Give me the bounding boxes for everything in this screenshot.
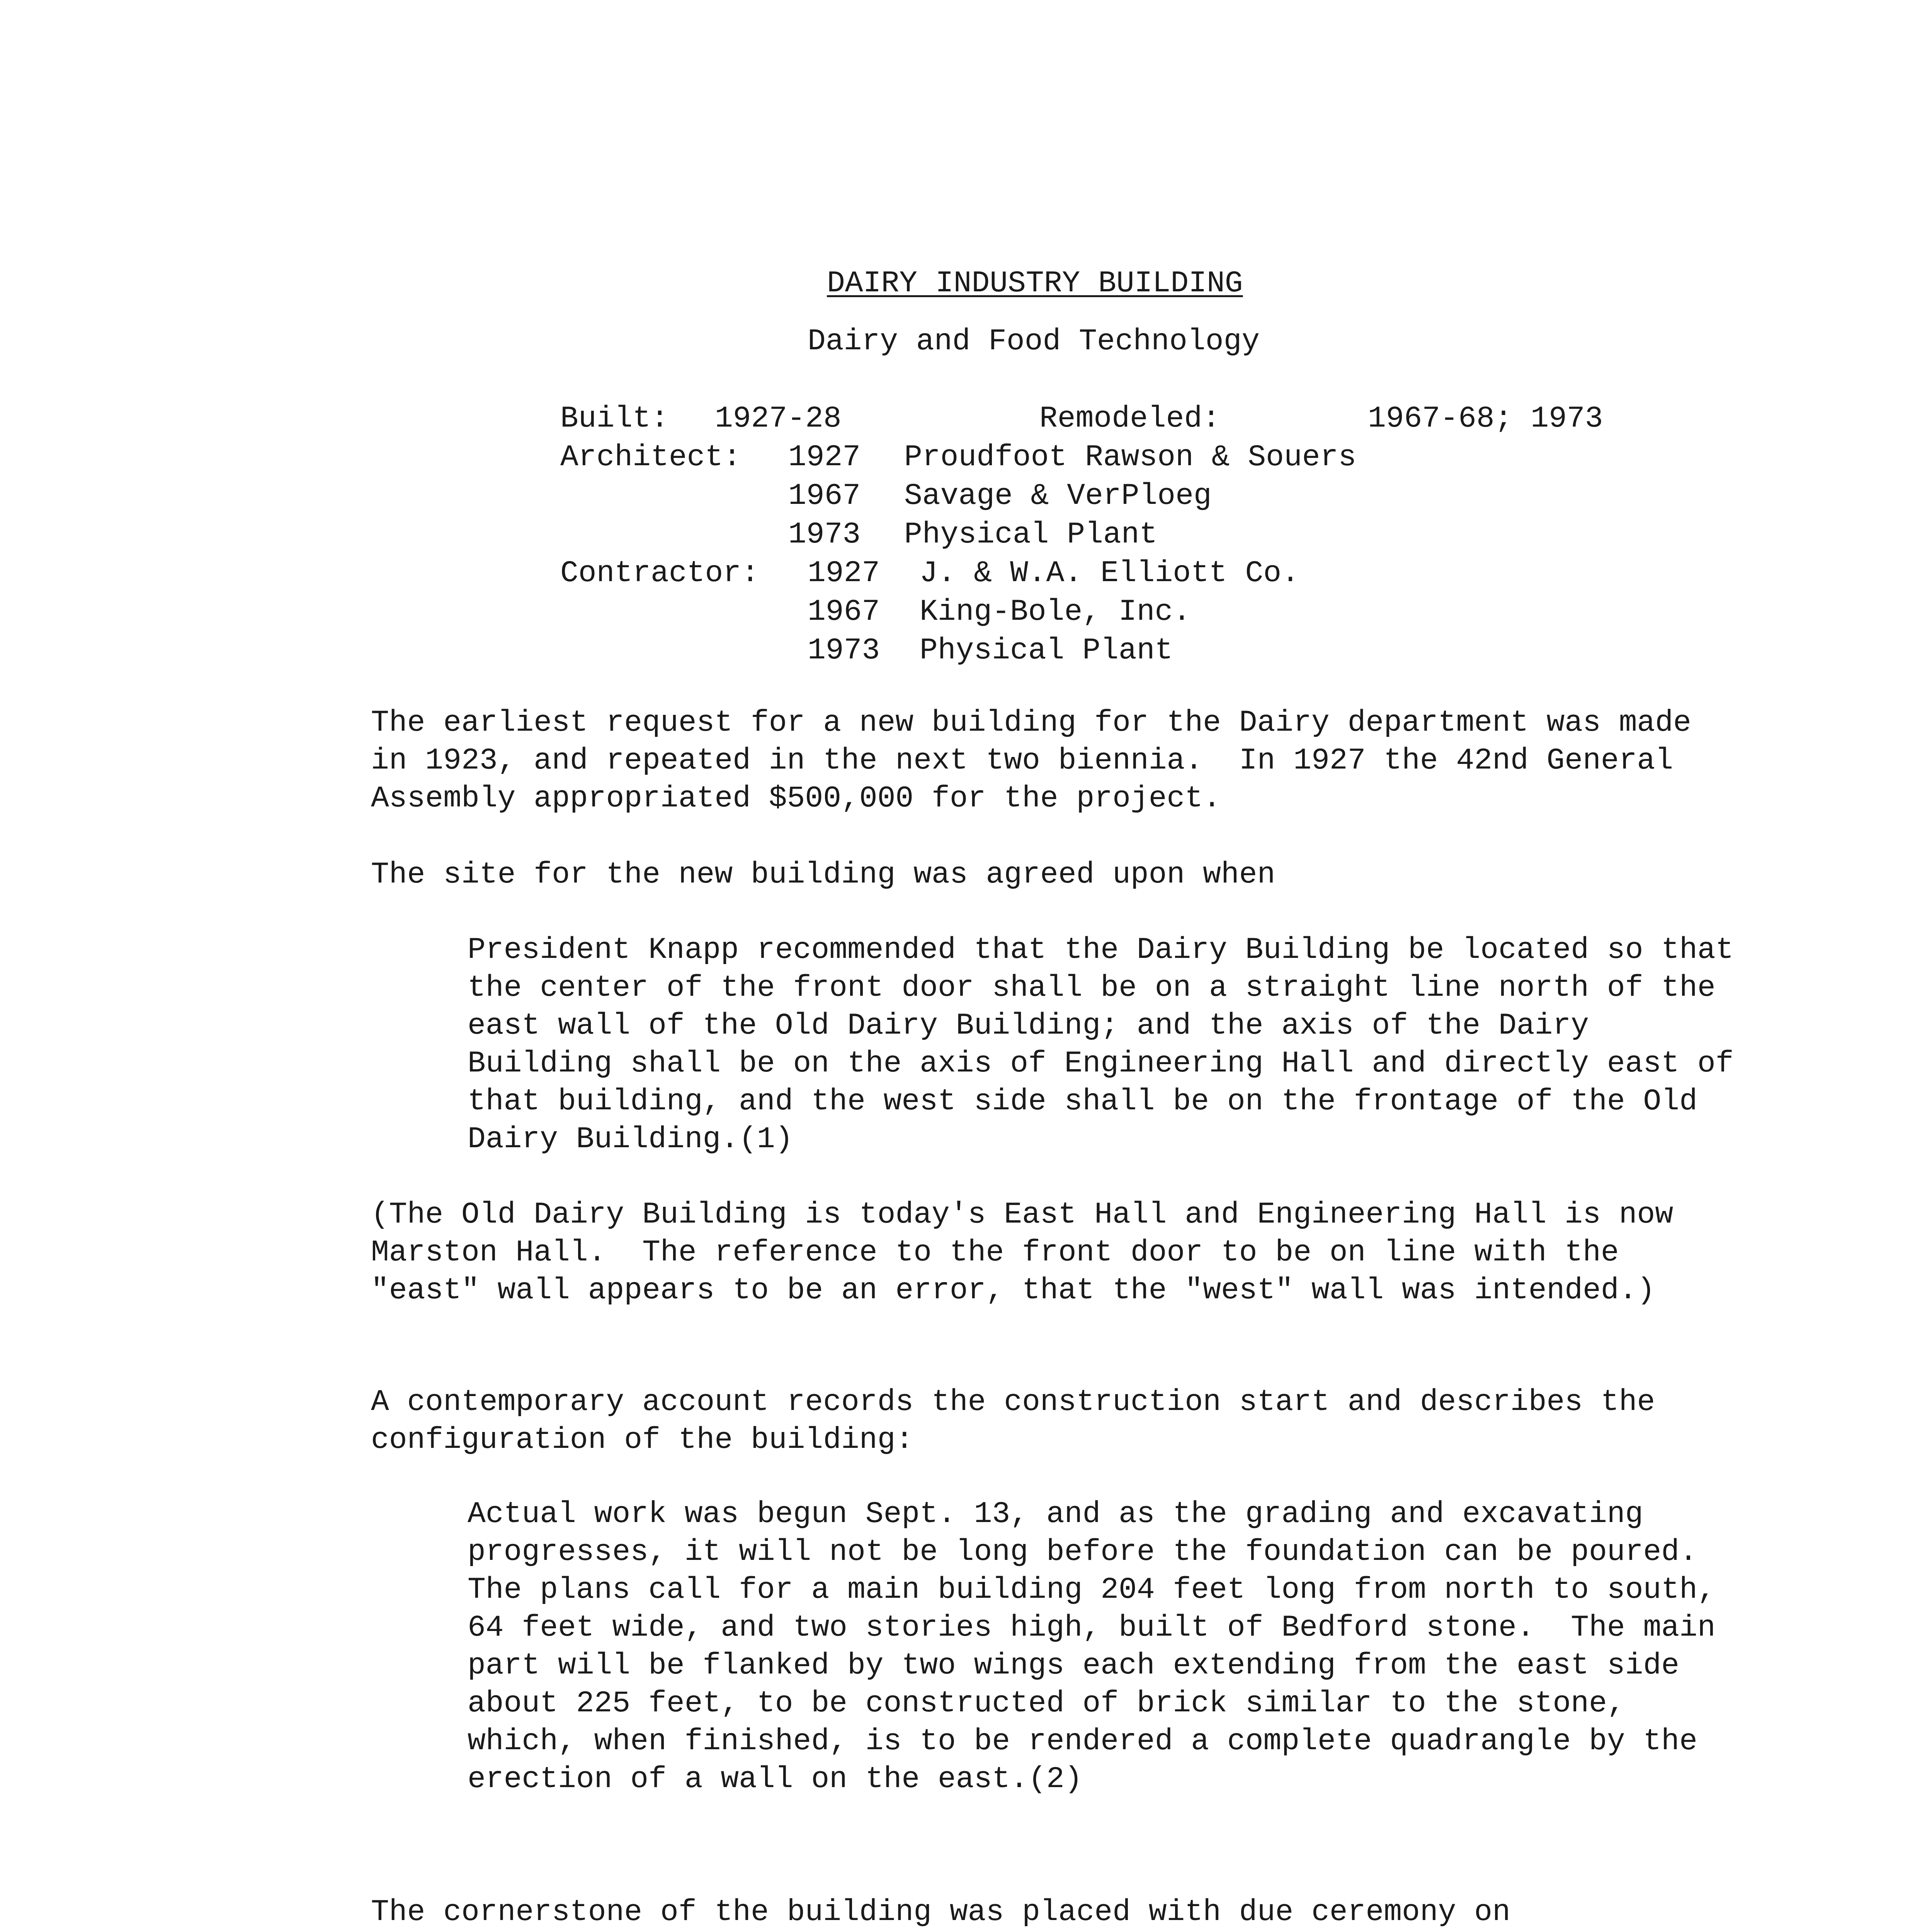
- paragraph-old-dairy-note: (The Old Dairy Building is today's East Hall and Engineering Hall is now Marston Hall. The reference to the front door to be on line with the "east" wall appears to be an error, that the "west" wall was intended.): [371, 1198, 1691, 1308]
- architect-name-2: Savage & VerPloeg: [904, 479, 1212, 513]
- contractor-year-1: 1927: [808, 556, 880, 590]
- contractor-name-1: J. & W.A. Elliott Co.: [920, 556, 1299, 590]
- quote-site-location: President Knapp recommended that the Dairy Building be located so that the center of the front door shall be on a straight line north of the east wall of the Old Dairy Building; and the axis of the Dairy Building shall be on the axis of Engineering Hall and directly east of that building, and the west side shall be on the frontage of the Old Dairy Building.(1): [468, 933, 1752, 1156]
- remodeled-label: Remodeled:: [1039, 402, 1221, 436]
- architect-label: Architect:: [560, 440, 742, 474]
- built-value: 1927-28: [715, 402, 842, 436]
- paragraph-appropriation: The earliest request for a new building for the Dairy department was made in 1923, and repeated in the next two biennia. In 1927 the 42nd General Assembly appropriated $500,000 for the project.: [371, 706, 1709, 816]
- remodeled-value: 1967-68; 1973: [1368, 402, 1603, 436]
- document-title: DAIRY INDUSTRY BUILDING: [827, 267, 1243, 301]
- architect-year-2: 1967: [788, 479, 861, 513]
- contractor-label: Contractor:: [560, 556, 759, 590]
- contractor-year-3: 1973: [808, 634, 880, 668]
- contractor-year-2: 1967: [808, 595, 880, 629]
- architect-year-3: 1973: [788, 518, 861, 552]
- paragraph-site-intro: The site for the new building was agreed upon when: [371, 858, 1276, 892]
- paragraph-contemporary-account: A contemporary account records the construction start and describes the configuration of the building:: [371, 1385, 1673, 1457]
- architect-name-1: Proudfoot Rawson & Souers: [904, 440, 1357, 474]
- architect-year-1: 1927: [788, 440, 861, 474]
- contractor-name-2: King-Bole, Inc.: [920, 595, 1191, 629]
- paragraph-cornerstone: The cornerstone of the building was placed with due ceremony on: [371, 1895, 1510, 1929]
- document-subtitle: Dairy and Food Technology: [808, 325, 1260, 359]
- quote-construction-description: Actual work was begun Sept. 13, and as the grading and excavating progresses, it will not be long before the foundation can be poured. The plans call for a main building 204 feet long from north to south, 64 feet wide, and two stories high, built of Bedford stone. The main part will be flanked by two wings each extending from the east side about 225 feet, to be constructed of brick similar to the stone, which, when finished, is to be rendered a complete quadrangle by the erection of a wall on the east.(2): [468, 1497, 1734, 1796]
- architect-name-3: Physical Plant: [904, 518, 1158, 552]
- contractor-name-3: Physical Plant: [920, 634, 1173, 668]
- built-label: Built:: [560, 402, 669, 436]
